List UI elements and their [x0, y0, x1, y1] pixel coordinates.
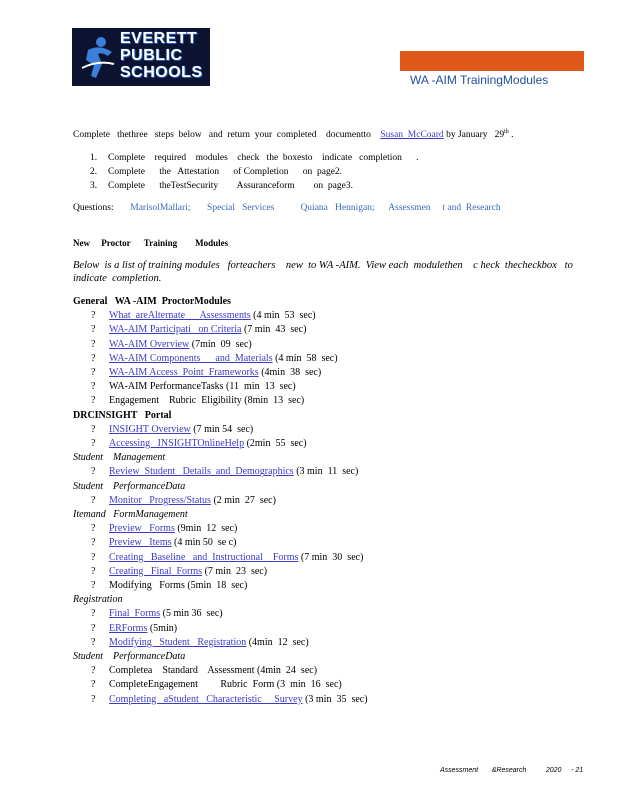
module-duration: (7 min 54 sec) — [193, 423, 254, 435]
module-duration: (4 min 58 sec) — [275, 352, 338, 364]
module-duration: (4min 12 sec) — [248, 636, 309, 648]
module-link[interactable]: ERForms — [109, 622, 148, 634]
module-title: CompleteEngagement Rubric Form — [109, 679, 275, 691]
module-item — [73, 579, 368, 593]
module-item — [73, 494, 368, 508]
completion-checkbox[interactable]: ? — [91, 679, 96, 691]
module-link[interactable]: What areAlternate Assessments — [109, 310, 251, 322]
completion-checkbox[interactable]: ? — [91, 352, 96, 364]
module-duration: (3 min 35 sec) — [305, 693, 368, 705]
runner-figure-icon — [78, 34, 118, 80]
module-item — [73, 607, 368, 621]
completion-checkbox[interactable]: ? — [91, 551, 96, 563]
module-duration: (4min 38 sec) — [261, 367, 322, 379]
step-item: 1. Complete required modules check the boxesto indicate completion . — [90, 153, 419, 163]
module-title: Completea Standard Assessment — [109, 665, 255, 677]
module-item — [73, 323, 368, 337]
module-link[interactable]: Review Student Details and Demographics — [109, 466, 294, 478]
module-item — [73, 536, 368, 550]
completion-checkbox[interactable]: ? — [91, 608, 96, 620]
module-link[interactable]: WA-AIM Components and Materials — [109, 352, 273, 364]
completion-checkbox[interactable]: ? — [91, 580, 96, 592]
module-group-heading: General WA -AIM ProctorModules — [73, 296, 231, 307]
module-duration: (7 min 23 sec) — [204, 565, 268, 577]
completion-checkbox[interactable]: ? — [91, 636, 96, 648]
module-duration: (7 min 43 sec) — [243, 324, 307, 336]
header-banner — [400, 51, 584, 71]
module-link[interactable]: WA-AIM Access Point Frameworks — [109, 367, 259, 379]
module-group-heading: Student PerformanceData — [73, 651, 186, 663]
module-duration: (4min 24 sec) — [257, 665, 318, 677]
completion-checkbox[interactable]: ? — [91, 423, 96, 435]
module-duration: (8min 13 sec) — [244, 395, 305, 407]
questions-contacts: MarisolMallari; Special Services Quiana Hennigan; Assessmen t and Research — [130, 203, 501, 213]
completion-checkbox[interactable]: ? — [91, 622, 96, 634]
module-item — [73, 366, 368, 380]
completion-checkbox[interactable]: ? — [91, 523, 96, 535]
completion-checkbox[interactable]: ? — [91, 338, 96, 350]
module-item — [73, 678, 368, 692]
module-title: WA-AIM PerformanceTasks — [109, 381, 224, 393]
module-link[interactable]: Accessing INSIGHTOnlineHelp — [109, 438, 245, 450]
module-group-heading: Itemand FormManagement — [73, 509, 188, 521]
module-link[interactable]: Preview Forms — [109, 523, 175, 535]
everett-public-schools-logo — [72, 28, 210, 86]
completion-checkbox[interactable]: ? — [91, 537, 96, 549]
module-link[interactable]: Modifying Student Registration — [109, 636, 247, 648]
page-footer: Assessment &Research 2020 - 21 — [440, 767, 584, 774]
completion-checkbox[interactable]: ? — [91, 565, 96, 577]
module-group-heading: Registration — [73, 594, 123, 606]
modules-description: Below is a list of training modules forteachers new to WA -AIM. View each modulethen c heck thecheckbox to indicate completion. — [73, 260, 576, 284]
module-link[interactable]: Creating Final Forms — [109, 565, 203, 577]
module-duration: (3 min 16 sec) — [276, 679, 342, 691]
document-title: WA -AIM TrainingModules — [410, 73, 549, 87]
modules-list — [73, 295, 368, 707]
module-item — [73, 394, 368, 408]
module-title: Engagement Rubric Eligibility — [109, 395, 242, 407]
completion-checkbox[interactable]: ? — [91, 381, 96, 393]
module-duration: (3 min 11 sec) — [296, 466, 359, 478]
completion-checkbox[interactable]: ? — [91, 367, 96, 379]
module-duration: (7 min 30 sec) — [300, 551, 364, 563]
module-duration: (4 min 53 sec) — [253, 310, 316, 322]
completion-checkbox[interactable]: ? — [91, 494, 96, 506]
module-item — [73, 465, 368, 479]
module-duration: (5 min 36 sec) — [162, 608, 223, 620]
susan-mccoard-link[interactable]: Susan McCoard — [380, 130, 444, 141]
module-duration: (7min 09 sec) — [191, 338, 252, 350]
module-item — [73, 522, 368, 536]
module-item — [73, 352, 368, 366]
completion-checkbox[interactable]: ? — [91, 665, 96, 677]
completion-checkbox[interactable]: ? — [91, 466, 96, 478]
completion-checkbox[interactable]: ? — [91, 438, 96, 450]
module-duration: (5min) — [149, 622, 178, 634]
module-item — [73, 551, 368, 565]
module-duration: (9min 12 sec) — [177, 523, 238, 535]
module-item — [73, 664, 368, 678]
logo-text: EVERETT PUBLIC SCHOOLS — [120, 30, 203, 81]
module-link[interactable]: INSIGHT Overview — [109, 423, 191, 435]
module-item — [73, 437, 368, 451]
module-link[interactable]: Completing aStudent Characteristic Survey — [109, 693, 303, 705]
completion-checkbox[interactable]: ? — [91, 395, 96, 407]
module-duration: (2 min 27 sec) — [213, 494, 276, 506]
questions-line: Questions: MarisolMallari; Special Services Quiana Hennigan; Assessmen t and Research — [73, 203, 501, 213]
module-item — [73, 309, 368, 323]
module-link[interactable]: Final Forms — [109, 608, 161, 620]
module-link[interactable]: Preview Items — [109, 537, 172, 549]
module-item — [73, 565, 368, 579]
module-group-heading: DRCINSIGHT Portal — [73, 409, 172, 421]
module-item — [73, 380, 368, 394]
instructions-line: Complete thethree steps below and return your completed documentto Susan McCoard by January 29th . — [73, 129, 514, 141]
module-link[interactable]: WA-AIM Participati on Criteria — [109, 324, 242, 336]
step-item: 3. Complete theTestSecurity Assuranceform on page3. — [90, 181, 353, 191]
module-title: Modifying Forms — [109, 580, 185, 592]
module-duration: (4 min 50 se c) — [174, 537, 237, 549]
module-group-heading: Student PerformanceData — [73, 480, 186, 492]
module-group-heading: Student Management — [73, 452, 166, 464]
module-item — [73, 636, 368, 650]
module-item — [73, 338, 368, 352]
module-link[interactable]: WA-AIM Overview — [109, 338, 190, 350]
steps-list — [90, 151, 419, 193]
module-duration: (5min 18 sec) — [187, 580, 248, 592]
module-link[interactable]: Monitor Progress/Status — [109, 494, 211, 506]
module-duration: (2min 55 sec) — [246, 438, 307, 450]
new-proctor-heading: New Proctor Training Modules — [73, 238, 229, 248]
completion-checkbox[interactable]: ? — [91, 324, 96, 336]
module-item — [73, 693, 368, 707]
module-item — [73, 423, 368, 437]
module-duration: (11 min 13 sec) — [226, 381, 296, 393]
completion-checkbox[interactable]: ? — [91, 310, 96, 322]
step-item: 2. Complete the Attestation of Completion on page2. — [90, 167, 343, 177]
completion-checkbox[interactable]: ? — [91, 693, 96, 705]
module-link[interactable]: Creating Baseline and Instructional Forms — [109, 551, 299, 563]
module-item — [73, 622, 368, 636]
